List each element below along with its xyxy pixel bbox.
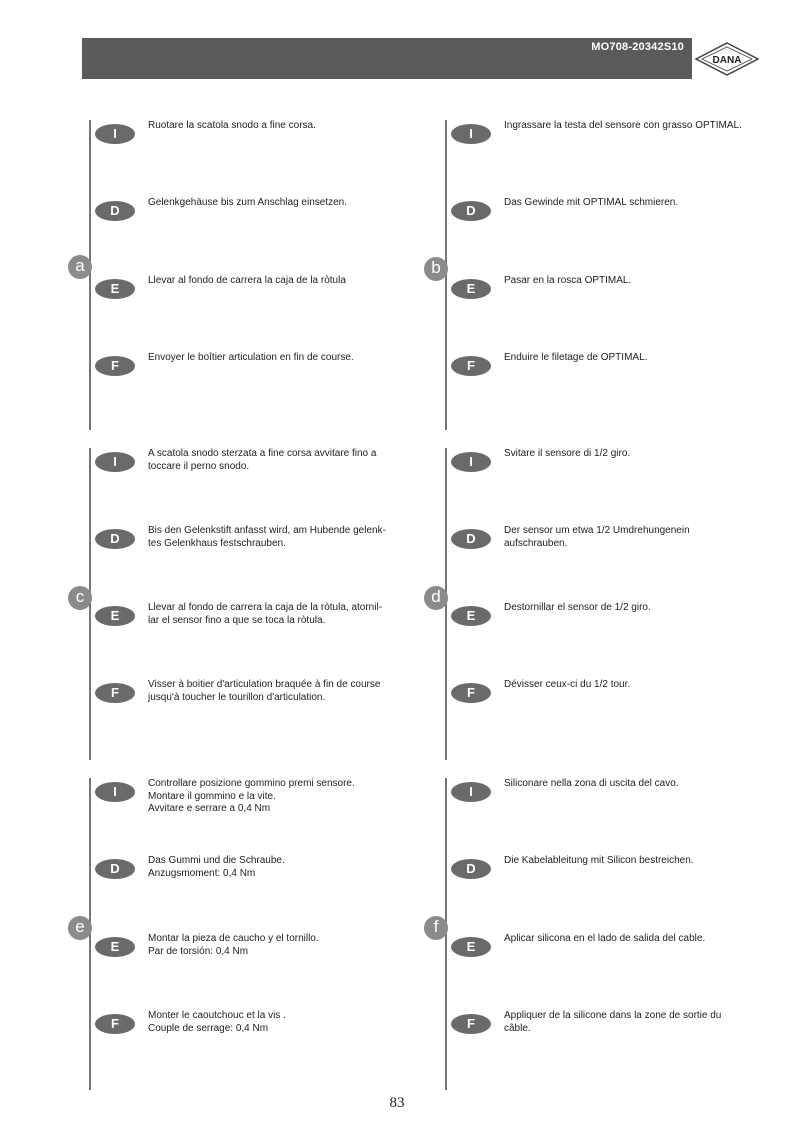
instruction-text: Siliconare nella zona di uscita del cavo.: [504, 778, 679, 789]
lang-badge-f: F: [451, 683, 491, 703]
instruction-text: Dévisser ceux-ci du 1/2 tour.: [504, 679, 631, 690]
instruction-text: Bis den Gelenkstift anfasst wird, am Hubende gelenk- tes Gelenkhaus festschrauben.: [148, 525, 386, 549]
instruction-text: Ingrassare la testa del sensore con grasso OPTIMAL.: [504, 120, 742, 131]
lang-badge-e: E: [95, 606, 135, 626]
section-letter: b: [424, 257, 448, 281]
instruction-text: Monter le caoutchouc et la vis . Couple de serrage: 0,4 Nm: [148, 1010, 286, 1034]
instruction-text: A scatola snodo sterzata a fine corsa avvitare fino a toccare il perno snodo.: [148, 448, 377, 472]
lang-badge-i: I: [95, 452, 135, 472]
instruction-text: Llevar al fondo de carrera la caja de la ròtula: [148, 275, 346, 286]
svg-text:DANA: DANA: [712, 55, 742, 66]
instruction-text: Envoyer le boîtier articulation en fin de course.: [148, 352, 354, 363]
instruction-text: Visser à boitier d'articulation braquée à fin de course jusqu'à toucher le tourillon d'articulation.: [148, 679, 381, 703]
instruction-text: Destornillar el sensor de 1/2 giro.: [504, 602, 651, 613]
section-letter: e: [68, 916, 92, 940]
lang-badge-f: F: [95, 356, 135, 376]
lang-badge-f: F: [451, 356, 491, 376]
instruction-text: Pasar en la rosca OPTIMAL.: [504, 275, 632, 286]
dana-logo: [694, 41, 760, 77]
lang-badge-e: E: [451, 606, 491, 626]
lang-badge-f: F: [451, 1014, 491, 1034]
instruction-text: Appliquer de la silicone dans la zone de sortie du câble.: [504, 1010, 722, 1034]
instruction-text: Ruotare la scatola snodo a fine corsa.: [148, 120, 316, 131]
instruction-text: Gelenkgehäuse bis zum Anschlag einsetzen.: [148, 197, 348, 208]
instruction-text: Enduire le filetage de OPTIMAL.: [504, 352, 648, 363]
lang-badge-d: D: [95, 529, 135, 549]
lang-badge-i: I: [451, 124, 491, 144]
lang-badge-f: F: [95, 683, 135, 703]
document-code: MO708-20342S10: [591, 41, 684, 53]
instruction-text: Der sensor um etwa 1/2 Umdrehungenein aufschrauben.: [504, 525, 690, 549]
lang-badge-i: I: [95, 124, 135, 144]
section-letter: d: [424, 586, 448, 610]
header-bar: [82, 38, 692, 79]
instruction-text: Llevar al fondo de carrera la caja de la ròtula, atornil- lar el sensor fino a que se toca la ròtula.: [148, 602, 383, 626]
lang-badge-i: I: [451, 782, 491, 802]
section-letter: a: [68, 255, 92, 279]
section-divider-line: [89, 120, 91, 430]
instruction-text: Aplicar silicona en el lado de salida del cable.: [504, 933, 706, 944]
instruction-text: Montar la pieza de caucho y el tornillo. Par de torsión: 0,4 Nm: [148, 933, 319, 957]
instruction-text: Die Kabelableitung mit Silicon bestreichen.: [504, 855, 694, 866]
instruction-text: Controllare posizione gommino premi sensore. Montare il gommino e la vite. Avvitare e serrare a 0,4 Nm: [148, 778, 355, 814]
instruction-text: Svitare il sensore di 1/2 giro.: [504, 448, 631, 459]
instruction-text: Das Gummi und die Schraube. Anzugsmoment: 0,4 Nm: [148, 855, 285, 879]
lang-badge-e: E: [451, 937, 491, 957]
lang-badge-e: E: [95, 937, 135, 957]
lang-badge-e: E: [95, 279, 135, 299]
lang-badge-e: E: [451, 279, 491, 299]
lang-badge-d: D: [95, 201, 135, 221]
instruction-text: Das Gewinde mit OPTIMAL schmieren.: [504, 197, 679, 208]
lang-badge-d: D: [451, 201, 491, 221]
page-number: 83: [389, 1095, 405, 1111]
lang-badge-f: F: [95, 1014, 135, 1034]
section-letter: c: [68, 586, 92, 610]
lang-badge-d: D: [451, 859, 491, 879]
lang-badge-i: I: [95, 782, 135, 802]
lang-badge-i: I: [451, 452, 491, 472]
section-letter: f: [424, 916, 448, 940]
lang-badge-d: D: [95, 859, 135, 879]
lang-badge-d: D: [451, 529, 491, 549]
